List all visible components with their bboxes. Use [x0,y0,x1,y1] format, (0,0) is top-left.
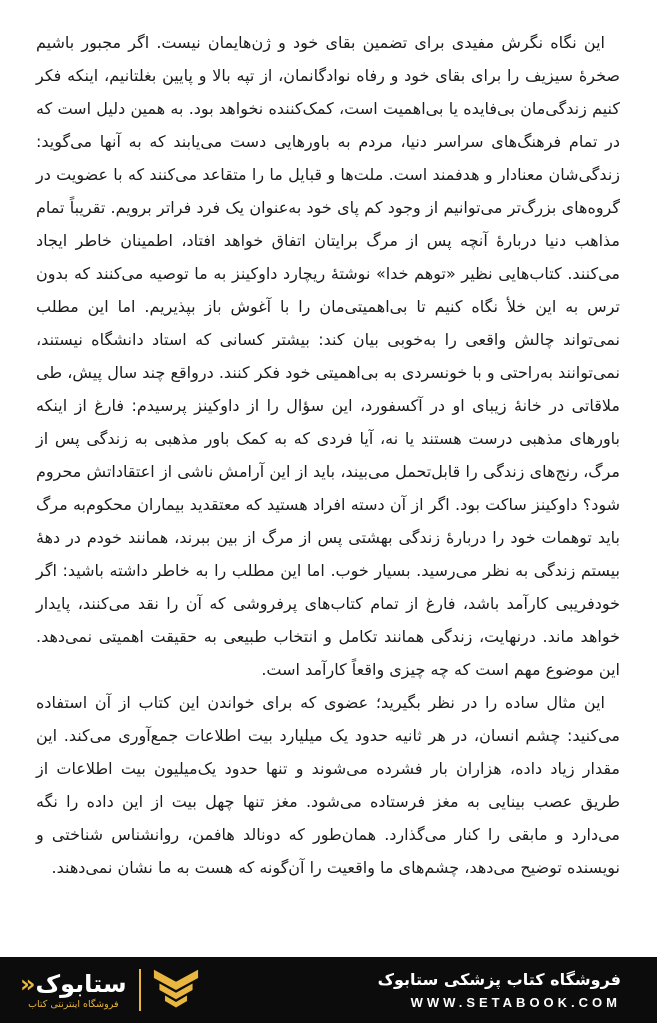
paragraph-1: این نگاه نگرش مفیدی برای تضمین بقای خود و ژن‌هایمان نیست. اگر مجبور باشیم صخرۀ سیزیف را برای بقای خود و رفاه نوادگانمان، از تپه بالا و پایین بغلتانیم، اینکه فکر کنیم زندگی‌مان بی‌فایده یا بی‌اهمیت است، کمک‌کننده نخواهد بود. به همین دلیل است که در تمام فرهنگ‌های سراسر دنیا، مردم به باورهایی دست می‌یابند که به آنها می‌گوید: زندگی‌شان معنادار و هدفمند است. ملت‌ها و قبایل ما را متقاعد می‌کنند که با عضویت در گروه‌های بزرگ‌تر می‌توانیم از وجود کم پای خود به‌عنوان یک فرد فراتر برویم. تقریباً تمام مذاهب دنیا دربارۀ آنچه پس از مرگ برایتان اتفاق خواهد افتاد، اطمینان خاطر ایجاد می‌کنند. کتاب‌هایی نظیر «توهم خدا» نوشتۀ ریچارد داوکینز به ما توصیه می‌کنند که بدون ترس به این خلأ نگاه کنیم تا بی‌اهمیتی‌مان را با آغوش باز بپذیریم. اما این مطلب نمی‌تواند چالش واقعی را به‌خوبی بیان کند: بیشتر کسانی که استاد دانشگاه نیستند، نمی‌توانند به‌راحتی و با خونسردی به بی‌اهمیتی خود فکر کنند. درواقع چند سال پیش، طی ملاقاتی در خانۀ زیبای او در آکسفورد، این سؤال را از داوکینز پرسیدم: فارغ از اینکه باورهای مذهبی درست هستند یا نه، آیا فردی که به کمک باور مذهبی به زندگی پس از مرگ، رنج‌های زندگی را قابل‌تحمل می‌بیند، باید از این آرامش ناشی از اعتقاداتش محروم شود؟ داوکینز ساکت بود. اگر از آن دسته افراد هستید که معتقدید بیماران محکوم‌به مرگ باید توهمات خود را دربارۀ زندگی بهشتی پس از مرگ از بین ببرند، همانند خودم در دهۀ بیستم زندگی به نظر می‌رسید. بسیار خوب. اما این مطلب را به خاطر داشته باشید: اگر خودفریبی کارآمد باشد، فارغ از تمام کتاب‌های پرفروشی که آن را نقد می‌کنند، پایدار خواهد ماند. درنهایت، زندگی همانند تکامل و انتخاب طبیعی به حقیقت اهمیتی نمی‌دهد. این موضوع مهم است که چه چیزی واقعاً کارآمد است. [36,33,620,679]
paragraph-2: این مثال ساده را در نظر بگیرید؛ عضوی که برای خواندن این کتاب از آن استفاده می‌کنید: چشم انسان، در هر ثانیه حدود یک میلیارد بیت اطلاعات جمع‌آوری می‌کند. این مقدار زیاد داده، هزاران بار فشرده می‌شوند و تنها حدود یک‌میلیون بیت اطلاعات از طریق عصب بینایی به مغز فرستاده می‌شود. مغز تنها چهل بیت از این داده را نگه می‌دارد و مابقی را کنار می‌گذارد. همان‌طور که دونالد هافمن، روانشناس شناختی و نویسنده توضیح می‌دهد، چشم‌های ما واقعیت را آن‌گونه که هست به ما نشان نمی‌دهند. [36,693,620,877]
logo-text-block [20,971,127,1010]
logo-chevron-mark: « [20,969,36,998]
footer-store-info [378,970,621,1010]
logo-subtitle: فروشگاه اینترنتی کتاب [28,998,119,1010]
logo-divider [139,969,141,1011]
footer-banner [0,957,657,1023]
setabook-chevron-icon [153,969,199,1011]
store-name: فروشگاه کتاب پزشکی ستابوک [377,970,621,989]
logo-title: ستابوک« [20,969,127,998]
setabook-logo[interactable] [20,969,199,1011]
website-url[interactable]: WWW.SETABOOK.COM [410,995,621,1010]
